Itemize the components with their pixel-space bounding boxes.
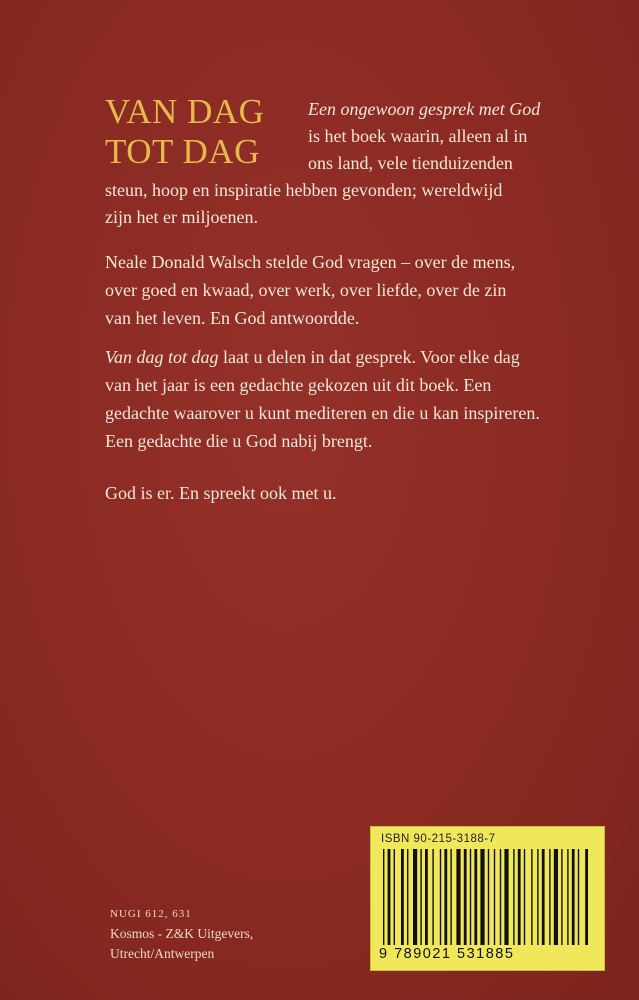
para3-line-4: Een gedachte die u God nabij brengt. <box>105 431 373 451</box>
intro-line-1: Een ongewoon gesprek met God <box>308 99 541 119</box>
paragraph-walsch <box>105 248 565 332</box>
barcode-image <box>381 849 593 945</box>
intro-line-3: ons land, vele tienduizenden <box>308 153 513 173</box>
intro-paragraph-head <box>308 96 558 177</box>
para2-line-2: over goed en kwaad, over werk, over liefde, over de zin <box>105 280 507 300</box>
para3-line-1 <box>105 343 565 371</box>
isbn-barcode-sticker <box>370 826 605 971</box>
publisher-imprint <box>110 904 253 964</box>
book-title <box>105 92 305 172</box>
paragraph-van-dag-tot-dag <box>105 343 565 455</box>
para3-line-3: gedachte waarover u kunt mediteren en die u kan inspireren. <box>105 403 540 423</box>
ean-number: 9 789021 531885 <box>379 946 515 962</box>
para3-line-1-rest: laat u delen in dat gesprek. Voor elke dag <box>218 347 520 367</box>
para4-line-1: God is er. En spreekt ook met u. <box>105 483 337 503</box>
para3-book-title: Van dag tot dag <box>105 347 219 367</box>
intro-line-2: is het boek waarin, alleen al in <box>308 126 528 146</box>
publisher-name: Kosmos - Z&K Uitgevers, <box>110 926 254 941</box>
para2-line-3: van het leven. En God antwoordde. <box>105 308 360 328</box>
para3-line-2: van het jaar is een gedachte gekozen uit dit boek. Een <box>105 375 492 395</box>
nugi-code: NUGI 612, 631 <box>110 908 192 920</box>
publisher-city: Utrecht/Antwerpen <box>110 946 215 961</box>
intro-paragraph-tail <box>105 177 565 231</box>
title-line-1: VAN DAG <box>105 92 265 131</box>
paragraph-closing <box>105 479 565 507</box>
isbn-number: ISBN 90-215-3188-7 <box>381 833 496 845</box>
title-line-2: TOT DAG <box>105 132 260 171</box>
intro-line-5: zijn het er miljoenen. <box>105 207 258 227</box>
para2-line-1: Neale Donald Walsch stelde God vragen – over de mens, <box>105 252 516 272</box>
intro-line-4: steun, hoop en inspiratie hebben gevonden; wereldwijd <box>105 180 503 200</box>
